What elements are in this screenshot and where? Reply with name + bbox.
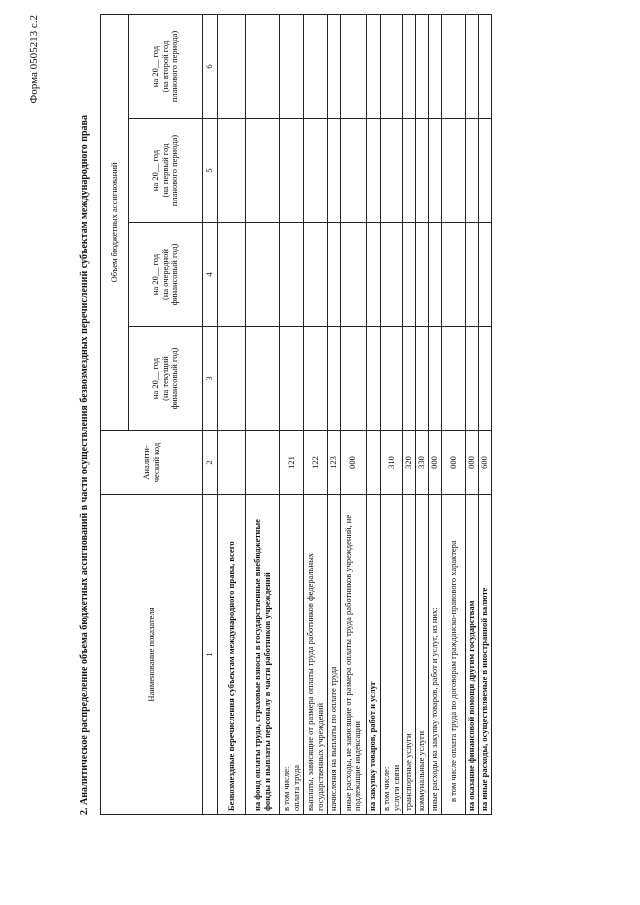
value-cell[interactable] <box>304 14 328 118</box>
value-cell[interactable] <box>429 14 442 118</box>
table-body <box>218 14 492 814</box>
table-row <box>246 14 280 814</box>
value-cell[interactable] <box>328 119 341 223</box>
col-number: 5 <box>203 119 218 223</box>
row-code: 000 <box>442 431 466 495</box>
row-code <box>218 431 246 495</box>
value-cell[interactable] <box>416 14 429 118</box>
value-cell[interactable] <box>366 14 380 118</box>
value-cell[interactable] <box>479 223 492 327</box>
row-code: 000 <box>340 431 366 495</box>
value-cell[interactable] <box>218 223 246 327</box>
row-name: начисления на выплаты по оплате труда <box>328 495 341 815</box>
row-name: в том числе оплата труда по договорам гражданско-правового характера <box>442 495 466 815</box>
value-cell[interactable] <box>466 119 479 223</box>
allocation-table <box>100 14 492 815</box>
col-header-budget-group: Объем бюджетных ассигнований <box>101 14 129 430</box>
table-row <box>366 14 380 814</box>
row-name: выплаты, зависящие от размера оплаты труда работников федеральных государственных учреждений <box>304 495 328 815</box>
value-cell[interactable] <box>442 223 466 327</box>
row-name: иные расходы на закупку товаров, работ и услуг, из них: <box>429 495 442 815</box>
value-cell[interactable] <box>479 14 492 118</box>
value-cell[interactable] <box>403 14 416 118</box>
value-cell[interactable] <box>479 119 492 223</box>
value-cell[interactable] <box>429 119 442 223</box>
value-cell[interactable] <box>403 119 416 223</box>
value-cell[interactable] <box>304 223 328 327</box>
row-name: транспортные услуги <box>403 495 416 815</box>
row-code: 600 <box>479 431 492 495</box>
table-row <box>328 14 341 814</box>
value-cell[interactable] <box>304 119 328 223</box>
value-cell[interactable] <box>479 327 492 431</box>
value-cell[interactable] <box>246 223 280 327</box>
col-header-year-plan2: на 20__ год (на второй год планового периода) <box>129 14 203 118</box>
value-cell[interactable] <box>442 327 466 431</box>
row-name: на иные расходы, осуществляемые в иностранной валюте <box>479 495 492 815</box>
row-code: 330 <box>416 431 429 495</box>
value-cell[interactable] <box>429 223 442 327</box>
value-cell[interactable] <box>466 327 479 431</box>
value-cell[interactable] <box>442 14 466 118</box>
table-row <box>218 14 246 814</box>
value-cell[interactable] <box>246 327 280 431</box>
col-number: 2 <box>203 431 218 495</box>
col-number: 1 <box>203 495 218 815</box>
value-cell[interactable] <box>442 119 466 223</box>
row-code: 122 <box>304 431 328 495</box>
table-row <box>466 14 479 814</box>
value-cell[interactable] <box>328 327 341 431</box>
table-row <box>442 14 466 814</box>
form-code: Форма 0505213 с.2 <box>28 15 40 104</box>
value-cell[interactable] <box>429 327 442 431</box>
table-row <box>380 14 403 814</box>
value-cell[interactable] <box>380 14 403 118</box>
col-number: 6 <box>203 14 218 118</box>
value-cell[interactable] <box>246 119 280 223</box>
table-row <box>429 14 442 814</box>
table-row <box>340 14 366 814</box>
row-code: 000 <box>429 431 442 495</box>
value-cell[interactable] <box>280 223 304 327</box>
value-cell[interactable] <box>366 223 380 327</box>
row-code: 310 <box>380 431 403 495</box>
col-header-name: Наименование показателя <box>101 495 203 815</box>
row-name: коммунальные услуги <box>416 495 429 815</box>
value-cell[interactable] <box>466 223 479 327</box>
row-code <box>246 431 280 495</box>
col-number: 4 <box>203 223 218 327</box>
table-row <box>403 14 416 814</box>
value-cell[interactable] <box>328 223 341 327</box>
table-row <box>416 14 429 814</box>
value-cell[interactable] <box>416 327 429 431</box>
value-cell[interactable] <box>380 327 403 431</box>
table-row <box>280 14 304 814</box>
value-cell[interactable] <box>246 14 280 118</box>
value-cell[interactable] <box>280 327 304 431</box>
row-code: 320 <box>403 431 416 495</box>
col-number: 3 <box>203 327 218 431</box>
value-cell[interactable] <box>218 327 246 431</box>
row-name: на оказание финансовой помощи другим государствам <box>466 495 479 815</box>
row-name: иные расходы, не зависящие от размера оплаты труда работников учреждений, не подлежащие индексации <box>340 495 366 815</box>
col-header-year-next: на 20__ год (на очередной финансовый год) <box>129 223 203 327</box>
row-code: 123 <box>328 431 341 495</box>
row-code: 121 <box>280 431 304 495</box>
row-code: 000 <box>466 431 479 495</box>
value-cell[interactable] <box>304 327 328 431</box>
value-cell[interactable] <box>403 223 416 327</box>
value-cell[interactable] <box>218 14 246 118</box>
table-row <box>304 14 328 814</box>
value-cell[interactable] <box>218 119 246 223</box>
value-cell[interactable] <box>340 14 366 118</box>
row-name: на фонд оплаты труда, страховые взносы в государственные внебюджетные фонды и выплаты персоналу в части работников учреждений <box>246 495 280 815</box>
value-cell[interactable] <box>280 119 304 223</box>
value-cell[interactable] <box>466 14 479 118</box>
col-header-year-current: на 20__ год (на текущий финансовый год) <box>129 327 203 431</box>
section-heading: 2. Аналитическое распределение объема бюджетных ассигнований в части осуществления безвозмездных перечислений субъектам международного права <box>79 115 90 815</box>
col-header-code: Аналити- ческий код <box>101 431 203 495</box>
row-code <box>366 431 380 495</box>
col-header-year-plan1: на 20__ год (на первый год планового периода) <box>129 119 203 223</box>
value-cell[interactable] <box>366 327 380 431</box>
value-cell[interactable] <box>328 14 341 118</box>
value-cell[interactable] <box>416 119 429 223</box>
row-name: на закупку товаров, работ и услуг <box>366 495 380 815</box>
value-cell[interactable] <box>340 119 366 223</box>
value-cell[interactable] <box>340 223 366 327</box>
value-cell[interactable] <box>403 327 416 431</box>
table-row <box>479 14 492 814</box>
value-cell[interactable] <box>366 119 380 223</box>
row-name: в том числе: услуги связи <box>380 495 403 815</box>
value-cell[interactable] <box>280 14 304 118</box>
row-name: в том числе: оплата труда <box>280 495 304 815</box>
value-cell[interactable] <box>416 223 429 327</box>
row-name: Безвозмездные перечисления субъектам международного права, всего <box>218 495 246 815</box>
value-cell[interactable] <box>380 119 403 223</box>
value-cell[interactable] <box>380 223 403 327</box>
value-cell[interactable] <box>340 327 366 431</box>
